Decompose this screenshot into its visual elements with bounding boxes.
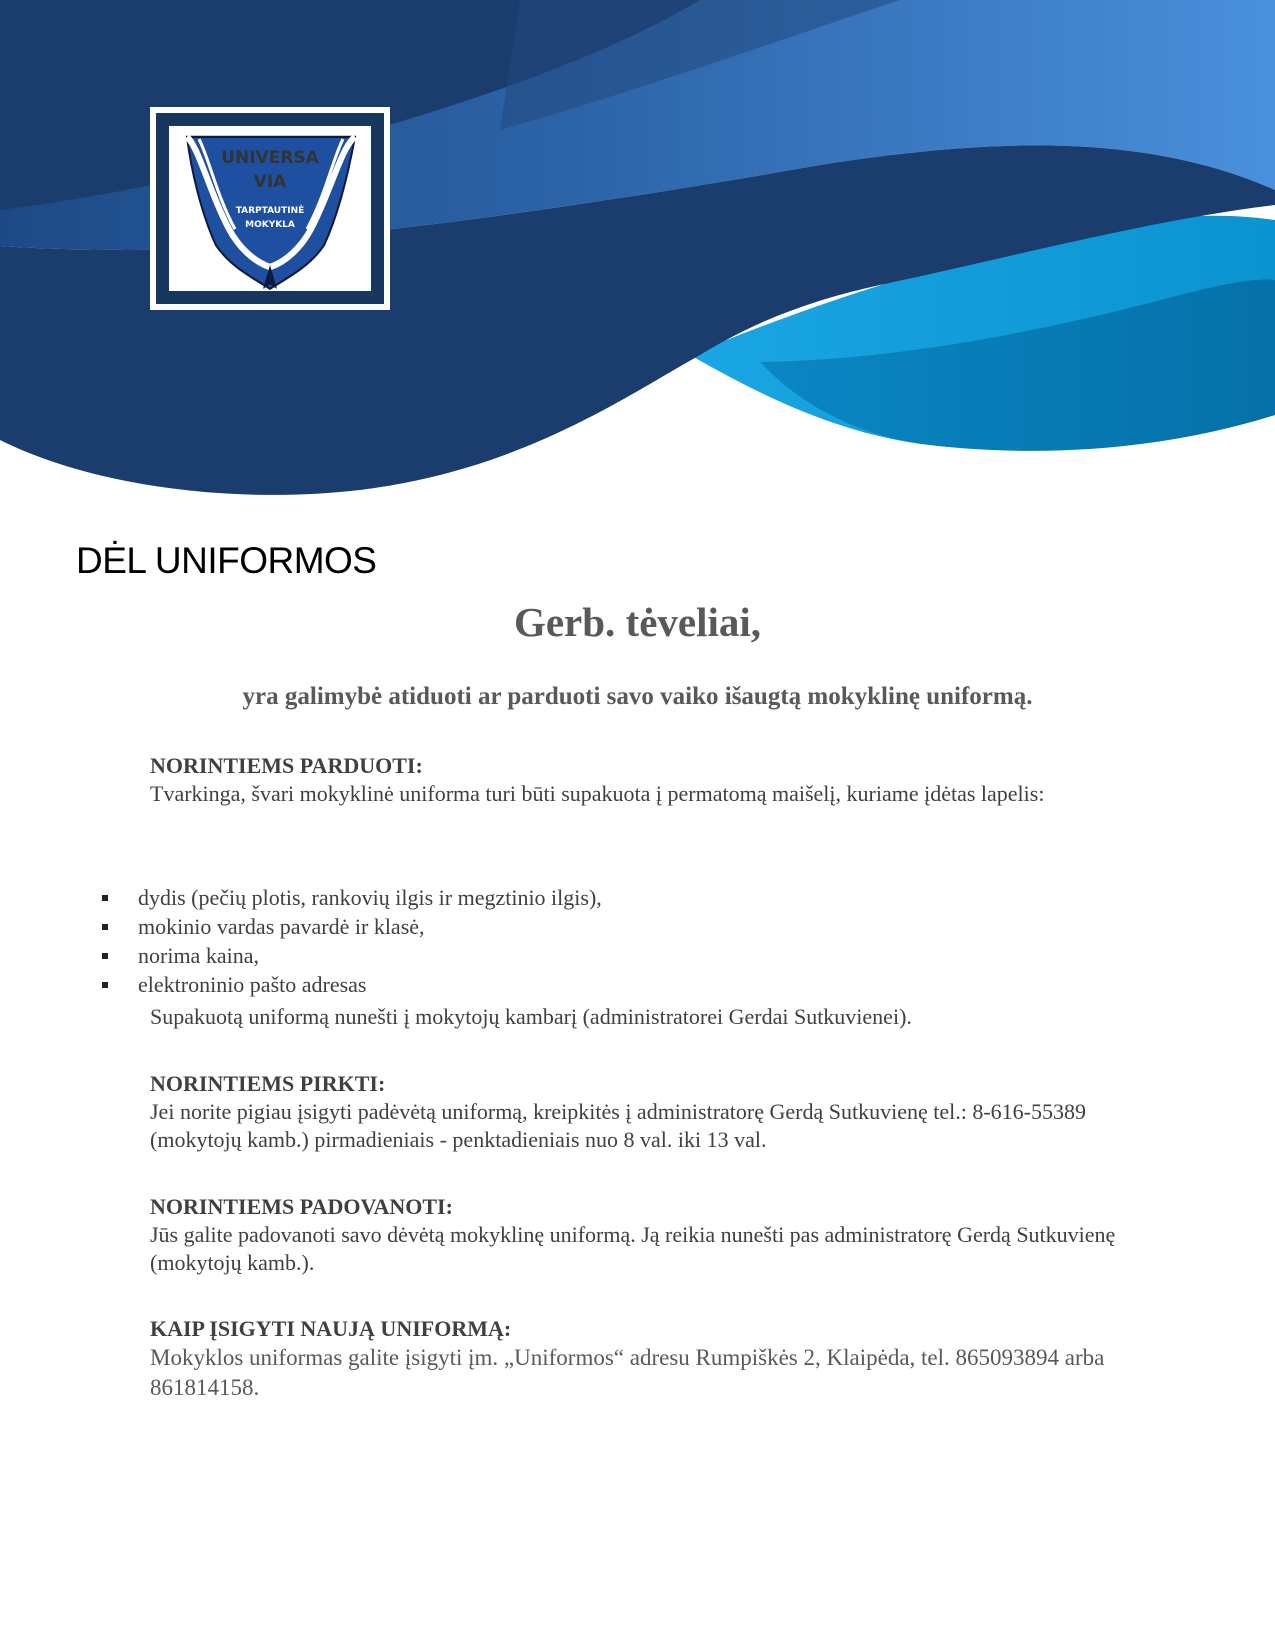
list-item: mokinio vardas pavardė ir klasė, xyxy=(100,912,602,941)
section-donate-heading: NORINTIEMS PADOVANOTI: xyxy=(150,1194,453,1219)
section-donate-text: Jūs galite padovanoti savo dėvėtą mokyklinę uniformą. Ją reikia nunešti pas administratorę Gerdą Sutkuvienę (mokytojų kamb.). xyxy=(150,1222,1116,1275)
logo-text-via: VIA xyxy=(253,172,287,192)
section-sell xyxy=(150,752,1140,808)
section-sell-heading: NORINTIEMS PARDUOTI: xyxy=(150,753,423,778)
list-item: dydis (pečių plotis, rankovių ilgis ir megztinio ilgis), xyxy=(100,883,602,912)
greeting: Gerb. tėveliai, xyxy=(513,599,762,645)
list-item: elektroninio pašto adresas xyxy=(100,970,602,999)
section-new-uniform-heading: KAIP ĮSIGYTI NAUJĄ UNIFORMĄ: xyxy=(150,1316,512,1341)
list-item: norima kaina, xyxy=(100,941,602,970)
section-sell-after: Supakuotą uniformą nunešti į mokytojų kambarį (administratorei Gerdai Sutkuvienei). xyxy=(150,1004,912,1029)
section-donate xyxy=(150,1193,1140,1277)
section-sell-text: Tvarkinga, švari mokyklinė uniforma turi būti supakuota į permatomą maišelį, kuriame įdėtas lapelis: xyxy=(150,781,1045,806)
logo-text-mokykla: MOKYKLA xyxy=(245,220,295,230)
school-logo xyxy=(150,107,390,310)
sell-requirements-list xyxy=(100,883,602,999)
section-new-uniform-text: Mokyklos uniformas galite įsigyti įm. „Uniformos“ adresu Rumpiškės 2, Klaipėda, tel. 865093894 arba 861814158. xyxy=(150,1345,1105,1400)
section-new-uniform xyxy=(150,1315,1140,1403)
logo-text-tarptautine: TARPTAUTINĖ xyxy=(235,206,305,216)
intro-text: yra galimybė atiduoti ar parduoti savo vaiko išaugtą mokyklinę uniformą. xyxy=(242,683,1033,710)
section-buy-text: Jei norite pigiau įsigyti padėvėtą uniformą, kreipkitės į administratorę Gerdą Sutkuvienę tel.: 8-616-55389 (mokytojų kamb.) pirmadieniais - penktadieniais nuo 8 val. iki 13 val. xyxy=(150,1099,1086,1152)
section-buy xyxy=(150,1070,1140,1154)
section-buy-heading: NORINTIEMS PIRKTI: xyxy=(150,1071,386,1096)
logo-text-universa: UNIVERSA xyxy=(221,148,319,168)
document-title: DĖL UNIFORMOS xyxy=(76,540,377,581)
